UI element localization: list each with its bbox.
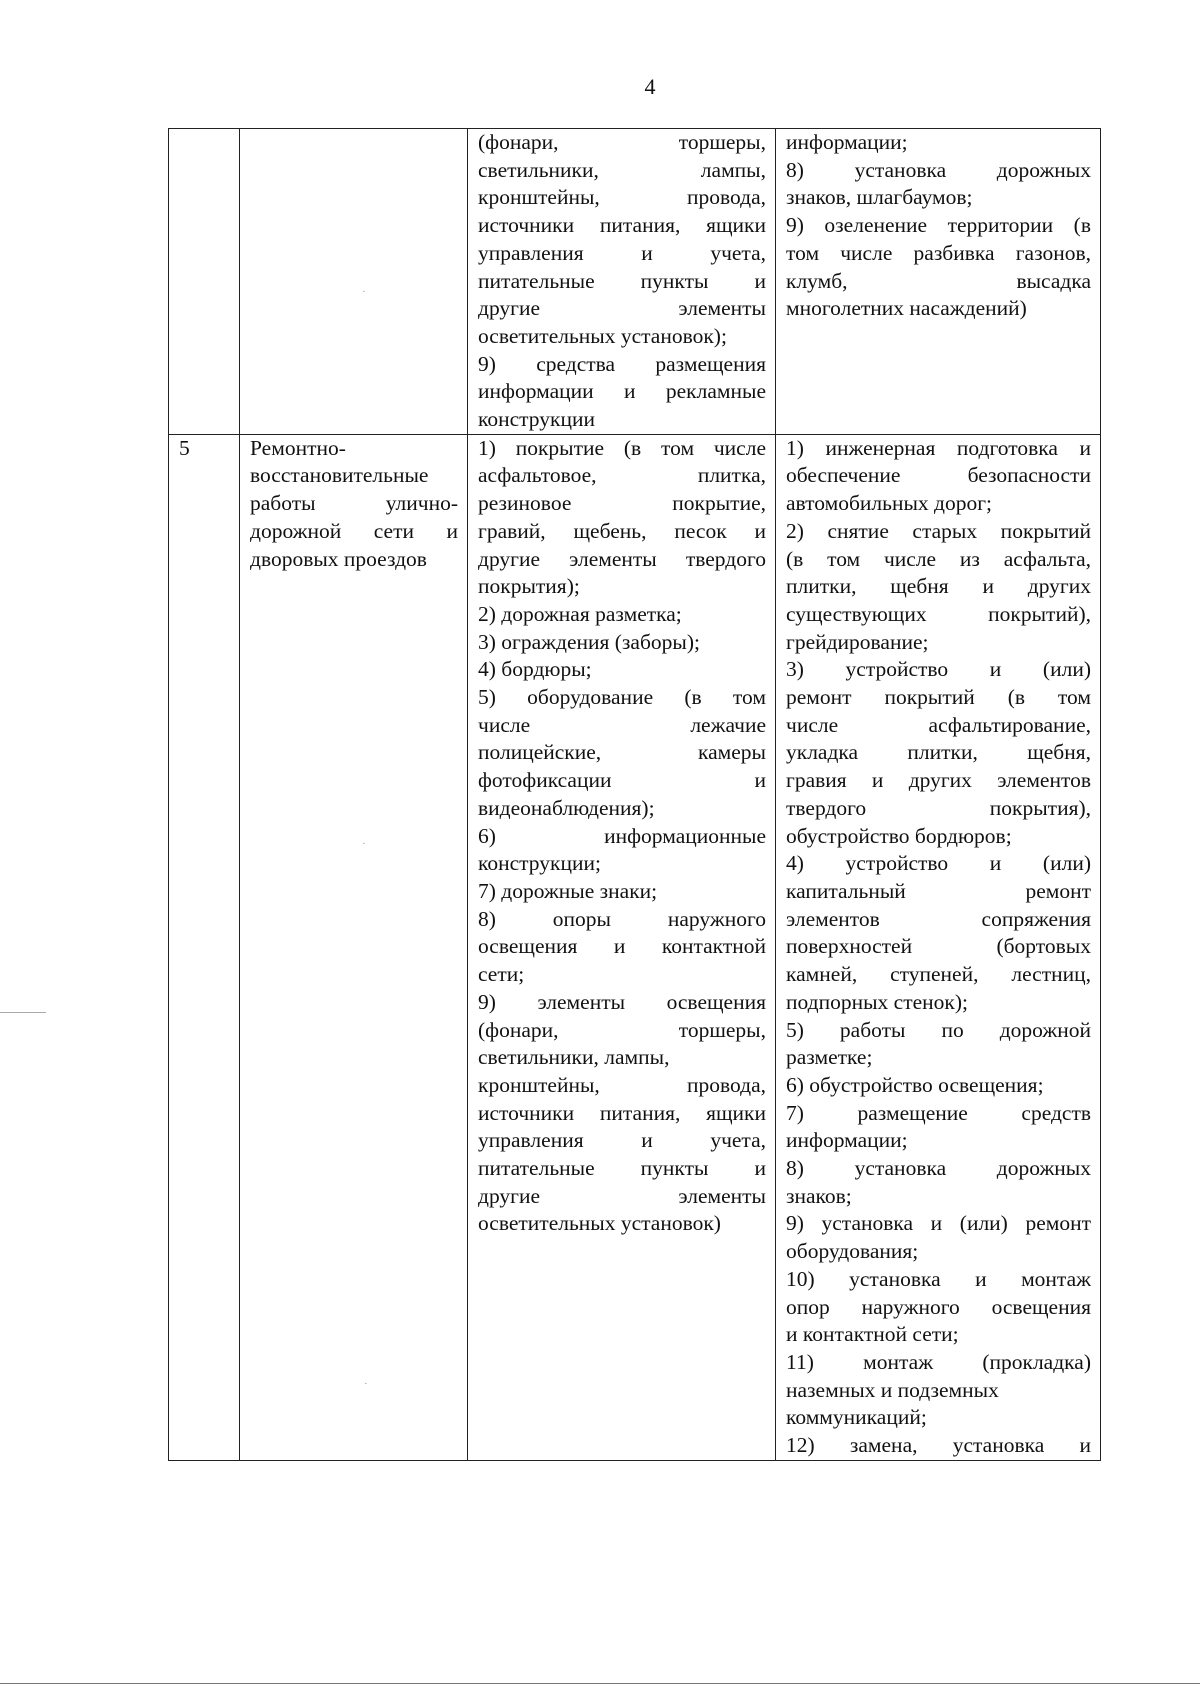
cell-text-line: гравия и других элементов xyxy=(786,768,1091,793)
cell-text-line: клумб, высадка xyxy=(786,268,1091,293)
cell-text-line: знаков; xyxy=(786,1183,852,1208)
cell-text-line: капитальный ремонт xyxy=(786,878,1091,903)
cell-text-line: источники питания, ящики xyxy=(478,1100,766,1125)
cell-text-line: светильники, лампы, xyxy=(478,157,766,182)
table-row xyxy=(169,129,1101,435)
cell-text-line: ремонт покрытий (в том xyxy=(786,685,1091,710)
cell-text-line: знаков, шлагбаумов; xyxy=(786,185,973,210)
cell-text-line: другие элементы твердого xyxy=(478,546,766,571)
cell-text-line: резиновое покрытие, xyxy=(478,491,766,516)
cell-text-line: 10) установка и монтаж xyxy=(786,1266,1091,1291)
scan-edge-mark xyxy=(0,1012,46,1013)
cell-text-line: (фонари, торшеры, xyxy=(478,130,766,154)
cell-text-line: асфальтовое, плитка, xyxy=(478,463,766,488)
cell-text-line: информации; xyxy=(786,1128,908,1153)
cell-text-line: 9) озеленение территории (в xyxy=(786,213,1091,238)
page-number: 4 xyxy=(644,74,656,99)
cell-text-line: 8) установка дорожных xyxy=(786,157,1091,182)
cell-text-line: осветительных установок) xyxy=(478,1211,721,1236)
cell-text-line: работы улично- xyxy=(250,491,458,516)
cell-text-line: 9) элементы освещения xyxy=(478,989,766,1014)
cell-text-line: питательные пункты и xyxy=(478,1156,766,1181)
cell-text-line: коммуникаций; xyxy=(786,1405,927,1430)
cell-text-line: 5) оборудование (в том xyxy=(478,685,766,710)
cell-text-line: оборудования; xyxy=(786,1239,919,1264)
cell-text-line: поверхностей (бортовых xyxy=(786,934,1091,959)
cell-text-line: сети; xyxy=(478,962,525,987)
scan-bottom-edge xyxy=(0,1683,1200,1684)
cell-text-line: 9) средства размещения xyxy=(478,351,766,376)
cell-text-line: 7) дорожные знаки; xyxy=(478,878,658,903)
cell-text-line: опор наружного освещения xyxy=(786,1294,1091,1319)
cell-text-line: восстановительные xyxy=(250,463,429,488)
cell-text-line: и контактной сети; xyxy=(786,1322,959,1347)
cell-text-line: кронштейны, провода, xyxy=(478,185,766,210)
cell-text-line: светильники, лампы, xyxy=(478,1045,670,1070)
cell-text-line: 2) дорожная разметка; xyxy=(478,601,682,626)
cell-text-line: камней, ступеней, лестниц, xyxy=(786,962,1091,987)
table-row xyxy=(169,434,1101,1460)
cell-text-line: управления и учета, xyxy=(478,1128,766,1153)
scan-speck: · xyxy=(362,286,366,298)
cell-text-line: другие элементы xyxy=(478,296,766,321)
cell-text-line: 4) бордюры; xyxy=(478,657,592,682)
cell-text-line: плитки, щебня и других xyxy=(786,574,1091,599)
cell-text-line: 4) устройство и (или) xyxy=(786,851,1091,876)
work-type-cell xyxy=(240,129,468,435)
cell-text-line: 11) монтаж (прокладка) xyxy=(786,1349,1091,1374)
cell-text-line: наземных и подземных xyxy=(786,1377,999,1402)
scan-speck: · xyxy=(364,1378,368,1390)
cell-text-line: 9) установка и (или) ремонт xyxy=(786,1211,1091,1236)
cell-text-line: 1) инженерная подготовка и xyxy=(786,435,1091,460)
cell-text-line: 6) информационные xyxy=(478,823,766,848)
cell-text-line: дворовых проездов xyxy=(250,546,427,571)
cell-text-line: информации; xyxy=(786,130,908,154)
cell-text-line: 8) опоры наружного xyxy=(478,906,766,931)
cell-text-line: освещения и контактной xyxy=(478,934,766,959)
cell-text-line: кронштейны, провода, xyxy=(478,1072,766,1097)
cell-text-line: 2) снятие старых покрытий xyxy=(786,518,1091,543)
cell-text-line: 12) замена, установка и xyxy=(786,1433,1091,1458)
cell-text-line: укладка плитки, щебня, xyxy=(786,740,1091,765)
row-number-cell: 5 xyxy=(169,434,240,1460)
cell-text-line: другие элементы xyxy=(478,1183,766,1208)
cell-text-line: управления и учета, xyxy=(478,240,766,265)
cell-text-line: существующих покрытий), xyxy=(786,601,1091,626)
cell-text-line: твердого покрытия), xyxy=(786,795,1091,820)
cell-text-line: конструкции xyxy=(478,407,595,432)
cell-text-line: видеонаблюдения); xyxy=(478,795,655,820)
scan-speck: · xyxy=(362,838,366,850)
works-table xyxy=(168,128,1101,1461)
cell-text-line: 5) работы по дорожной xyxy=(786,1017,1091,1042)
work-list-cell xyxy=(776,434,1101,1460)
cell-text-line: (фонари, торшеры, xyxy=(478,1017,766,1042)
work-type-cell xyxy=(240,434,468,1460)
cell-text-line: осветительных установок); xyxy=(478,323,727,348)
cell-text-line: числе асфальтирование, xyxy=(786,712,1091,737)
improvement-elements-cell xyxy=(468,434,776,1460)
cell-text-line: том числе разбивка газонов, xyxy=(786,240,1091,265)
cell-text-line: разметке; xyxy=(786,1045,873,1070)
improvement-elements-cell xyxy=(468,129,776,435)
cell-text-line: числе лежачие xyxy=(478,712,766,737)
cell-text-line: Ремонтно- xyxy=(250,435,346,460)
cell-text-line: гравий, щебень, песок и xyxy=(478,518,766,543)
row-number-cell xyxy=(169,129,240,435)
cell-text-line: информации и рекламные xyxy=(478,379,766,404)
cell-text-line: фотофиксации и xyxy=(478,768,766,793)
cell-text-line: подпорных стенок); xyxy=(786,989,968,1014)
cell-text-line: 3) устройство и (или) xyxy=(786,657,1091,682)
cell-text-line: покрытия); xyxy=(478,574,580,599)
cell-text-line: 7) размещение средств xyxy=(786,1100,1091,1125)
cell-text-line: грейдирование; xyxy=(786,629,929,654)
cell-text-line: конструкции; xyxy=(478,851,601,876)
cell-text-line: полицейские, камеры xyxy=(478,740,766,765)
cell-text-line: (в том числе из асфальта, xyxy=(786,546,1091,571)
cell-text-line: источники питания, ящики xyxy=(478,213,766,238)
cell-text-line: питательные пункты и xyxy=(478,268,766,293)
cell-text-line: многолетних насаждений) xyxy=(786,296,1027,321)
cell-text-line: 1) покрытие (в том числе xyxy=(478,435,766,460)
cell-text-line: 6) обустройство освещения; xyxy=(786,1072,1044,1097)
cell-text-line: обеспечение безопасности xyxy=(786,463,1091,488)
work-list-cell xyxy=(776,129,1101,435)
cell-text-line: 3) ограждения (заборы); xyxy=(478,629,700,654)
cell-text-line: элементов сопряжения xyxy=(786,906,1091,931)
cell-text-line: автомобильных дорог; xyxy=(786,491,993,516)
cell-text-line: обустройство бордюров; xyxy=(786,823,1012,848)
cell-text-line: 8) установка дорожных xyxy=(786,1156,1091,1181)
cell-text-line: дорожной сети и xyxy=(250,518,458,543)
